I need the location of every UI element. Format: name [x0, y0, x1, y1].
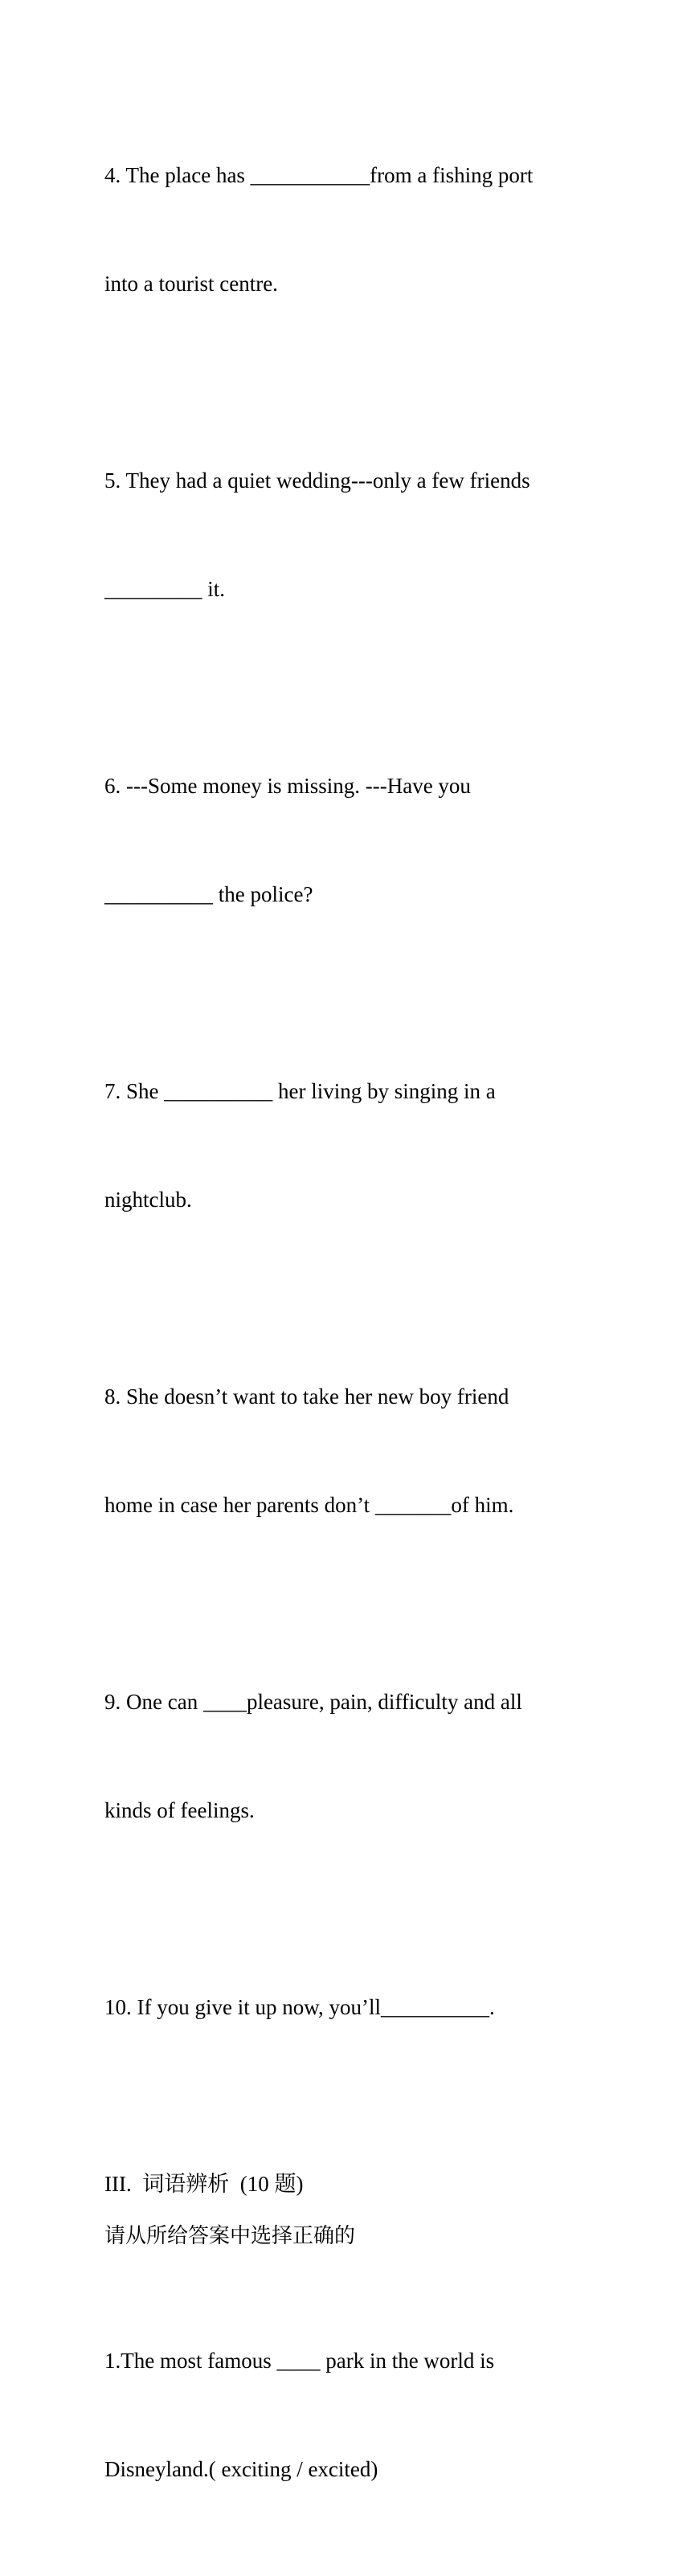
question-10-line-1: 10. If you give it up now, you’ll__________.: [104, 1995, 495, 2019]
question-7-line-1: 7. She __________ her living by singing in a: [104, 1079, 496, 1103]
section-instruction: 请从所给答案中选择正确的: [104, 2224, 356, 2248]
question-9-line-1: 9. One can ____pleasure, pain, difficulty and all: [104, 1690, 522, 1714]
question-6: [104, 696, 587, 985]
word-choice-question-1: [104, 2271, 587, 2560]
question-4: [104, 85, 587, 374]
section-title: III. 词语辨析 (10 题): [104, 2172, 304, 2196]
word-choice-question-1-line-2: Disneyland.( exciting / excited): [104, 2457, 378, 2481]
question-5: [104, 390, 587, 680]
question-5-line-2: _________ it.: [104, 577, 226, 601]
question-8-line-2: home in case her parents don’t _______of him.: [104, 1493, 514, 1517]
question-6-line-2: __________ the police?: [104, 882, 313, 906]
question-9: [104, 1612, 587, 1901]
question-4-line-1: 4. The place has ___________from a fishing port: [104, 163, 534, 187]
question-7: [104, 1001, 587, 1290]
page-content: [104, 85, 587, 2576]
question-8: [104, 1306, 587, 1596]
question-8-line-1: 8. She doesn’t want to take her new boy friend: [104, 1384, 509, 1409]
question-7-line-2: nightclub.: [104, 1188, 192, 1212]
question-9-line-2: kinds of feelings.: [104, 1798, 255, 1822]
question-4-line-2: into a tourist centre.: [104, 272, 278, 296]
question-6-line-1: 6. ---Some money is missing. ---Have you: [104, 774, 471, 798]
question-10: [104, 1917, 587, 2098]
question-5-line-1: 5. They had a quiet wedding---only a few friends: [104, 468, 530, 493]
word-choice-question-1-line-1: 1.The most famous ____ park in the world is: [104, 2349, 495, 2373]
